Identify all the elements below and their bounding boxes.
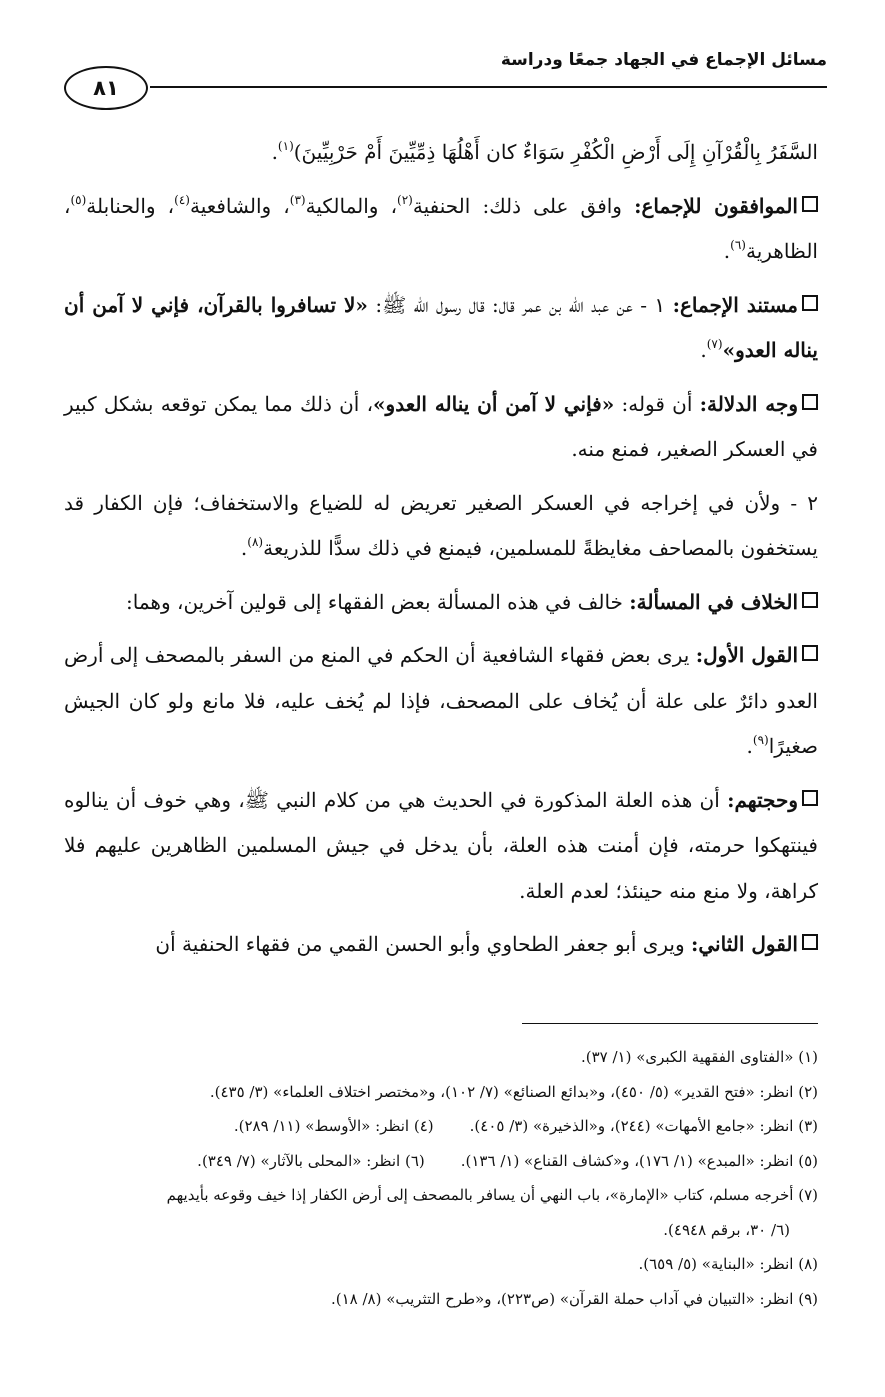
paragraph-second-reason: ٢ - ولأن في إخراجه في العسكر الصغير تعريض له للضياع والاستخفاف؛ فإن الكفار قد يستخفون بالمصاحف مغايظةً للمسلمين، فيمنع في ذلك سدًّا للذريعة$^{(٨)}$. [64, 490, 818, 560]
footnote-ref: (٨) [247, 535, 264, 549]
paragraph-disagreement: الخلاف في المسألة: خالف في هذه المسألة بعض الفقهاء إلى قولين آخرين، وهما: [64, 580, 818, 626]
running-header-title: مسائل الإجماع في الجهاد جمعًا ودراسة [500, 50, 827, 70]
section-heading: الموافقون للإجماع: [634, 193, 798, 218]
footnote-7: (٧) أخرجه مسلم، كتاب «الإمارة»، باب النهي أن يسافر بالمصحف إلى أرض الكفار إذا خيف وقوعه بأيديهم [166, 1186, 818, 1204]
section-heading: القول الأول: [695, 643, 798, 667]
page-number: ٨١ [93, 76, 119, 100]
paragraph-1: السَّفَرُ بِالْقُرْآنِ إِلَى أَرْضِ الْكُفْرِ سَوَاءٌ كان أَهْلُهَا ذِمِّيِّينَ أَمْ حَرْبِيِّينَ)$^{(١)}$. [271, 139, 818, 164]
section-heading: وجه الدلالة: [699, 391, 798, 416]
footnote-3-4 [50, 1109, 818, 1144]
paragraph-consensus-basis: مستند الإجماع: ١ - عن عبد الله بن عمر قال: قال رسول الله ﷺ: «لا تسافروا بالقرآن، فإني لا آمن أن يناله العدو»$^{(٧)}$. [64, 292, 818, 362]
square-bullet-icon [802, 645, 818, 661]
paragraph-second-opinion: القول الثاني: ويرى أبو جعفر الطحاوي وأبو الحسن القمي من فقهاء الحنفية أن [64, 922, 818, 968]
square-bullet-icon [802, 196, 818, 212]
main-text [64, 130, 818, 976]
footnote-1: (١) «الفتاوى الفقهية الكبرى» (١/ ٣٧). [580, 1048, 818, 1066]
footnote-7-continued: (٦/ ٣٠، برقم ٤٩٤٨). [663, 1220, 790, 1239]
footnote-ref: (١) [277, 139, 294, 153]
section-heading: وحجتهم: [727, 787, 798, 812]
footnotes [50, 1040, 818, 1316]
footnote-5: (٥) انظر: «المبدع» (١/ ١٧٦)، و«كشاف القناع» (١/ ١٣٦). [460, 1151, 818, 1170]
footnote-3: (٣) انظر: «جامع الأمهات» (٢٤٤)، و«الذخيرة» (٣/ ٤٠٥). [469, 1117, 818, 1135]
footnote-ref: (٤) [174, 192, 190, 207]
footnote-8: (٨) انظر: «البناية» (٥/ ٦٥٩). [638, 1255, 818, 1273]
paragraph-first-opinion: القول الأول: يرى بعض فقهاء الشافعية أن الحكم في المنع من السفر بالمصحف إلى أرض العدو دائرٌ على علة أن يُخاف على المصحف، فإذا لم يُخف عليه، فلا مانع ولو كان الجيش صغيرًا$^{(٩)}$. [64, 643, 818, 758]
paragraph-their-argument: وحجتهم: أن هذه العلة المذكورة في الحديث هي من كلام النبي ﷺ، وهي خوف أن ينالوه فينتهكوا حرمته، فإن أمنت هذه العلة، بأن يدخل في جيش المسلمين الظاهرين عليهم فلا كراهة، ولا منع منه حينئذ؛ لعدم العلة. [64, 787, 818, 903]
square-bullet-icon [802, 790, 818, 806]
header-rule [150, 86, 827, 88]
footnote-2: (٢) انظر: «فتح القدير» (٥/ ٤٥٠)، و«بدائع الصنائع» (٧/ ١٠٢)، و«مختصر اختلاف العلماء» (٣/ ٤٣٥). [209, 1082, 818, 1101]
paragraph-consensus-agreers: الموافقون للإجماع: وافق على ذلك: الحنفية$^{(٢)}$، والمالكية$^{(٣)}$، والشافعية$^{(٤)}$، والحنابلة$^{(٥)}$، الظاهرية$^{(٦)}$. [64, 192, 818, 263]
square-bullet-icon [802, 295, 818, 311]
paragraph-evidence-aspect: وجه الدلالة: أن قوله: «فإني لا آمن أن يناله العدو»، أن ذلك مما يمكن توقعه بشكل كبير في العسكر الصغير، فمنع منه. [64, 391, 818, 461]
footnote-ref: (٣) [289, 192, 306, 207]
square-bullet-icon [802, 934, 818, 950]
section-heading: الخلاف في المسألة: [629, 589, 798, 614]
footnote-separator [522, 1023, 818, 1024]
footnote-9: (٩) انظر: «التبيان في آداب حملة القرآن» (ص٢٢٣)، و«طرح التثريب» (٨/ ١٨). [330, 1289, 818, 1308]
footnote-6: (٦) انظر: «المحلى بالآثار» (٧/ ٣٤٩). [197, 1151, 425, 1170]
footnote-4: (٤) انظر: «الأوسط» (١١/ ٢٨٩). [233, 1117, 434, 1135]
footnote-ref: (٧) [706, 337, 723, 351]
section-heading: مستند الإجماع: [672, 292, 798, 317]
square-bullet-icon [802, 394, 818, 410]
square-bullet-icon [802, 592, 818, 608]
footnote-ref: (٦) [730, 238, 746, 252]
footnote-ref: (٥) [70, 192, 87, 207]
page-number-oval [64, 66, 148, 110]
hadith-quote: «فإني لا آمن أن يناله العدو» [373, 391, 615, 416]
section-heading: القول الثاني: [691, 932, 798, 956]
footnote-5-6 [50, 1144, 818, 1179]
footnote-ref: (٢) [397, 192, 413, 207]
hadith-quote: «لا تسافروا بالقرآن، فإني لا آمن أن يناله العدو» [64, 292, 818, 362]
footnote-ref: (٩) [752, 733, 769, 747]
